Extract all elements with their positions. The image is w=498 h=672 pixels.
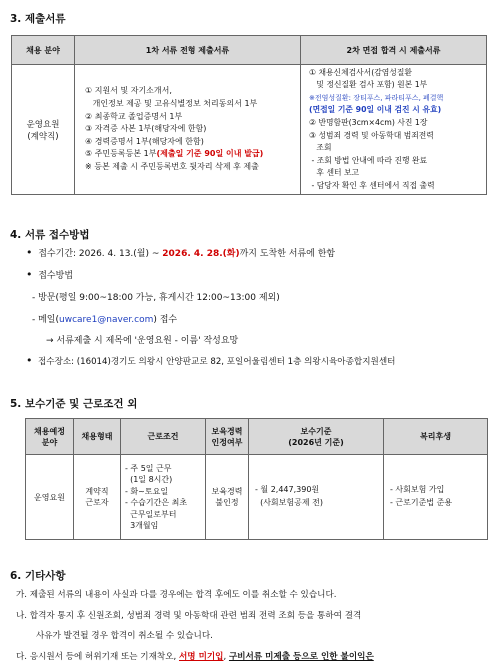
condition-cell <box>121 455 206 540</box>
header-field <box>26 419 74 455</box>
field-cell: 운영요원 <box>26 455 74 540</box>
doc1-item: ① 지원서 및 자기소개서, <box>85 86 172 96</box>
condition-line: - 수습기간은 최초 <box>125 498 188 507</box>
section-3-title: 3. 제출서류 <box>10 13 66 25</box>
doc1-item: 개인정보 제공 및 고유식별정보 처리동의서 1부 <box>85 99 258 109</box>
header-first-docs: 1차 서류 전형 제출서류 <box>75 36 301 65</box>
type-cell <box>74 455 121 540</box>
mail-note: → 서류제출 시 제목에 '운영요원 - 이름' 작성요망 <box>46 336 239 346</box>
pay-cell <box>249 455 384 540</box>
career-line: 불인정 <box>215 498 239 507</box>
note-ga: 가. 제출된 서류의 내용이 사실과 다를 경우에는 합격 후에도 이를 취소할 수 있습니다. <box>16 590 337 600</box>
doc2-item: 조회 <box>309 143 332 153</box>
period-label: 접수기간: 2026. 4. 13.(월) ~ <box>38 249 163 259</box>
doc2-item: - 조회 방법 안내에 따라 진행 완료 <box>309 155 428 165</box>
doc1-text: ⑤ 주민등록등본 1부 <box>85 149 157 159</box>
doc1-item <box>85 148 300 161</box>
header-pay-line: 보수기준 <box>300 426 332 436</box>
welfare-line: - 사회보험 가입 <box>390 485 445 495</box>
field-type: (계약직) <box>27 131 59 142</box>
header-field: 채용 분야 <box>12 36 75 65</box>
header-field-line: 채용예정 <box>34 426 65 436</box>
career-cell <box>206 455 249 540</box>
note-na-cont: 사유가 발견될 경우 합격이 취소될 수 있습니다. <box>36 631 213 641</box>
bullet: • <box>26 246 33 259</box>
doc2-item: ③ 성범죄 경력 및 아동학대 범죄전력 <box>309 130 434 140</box>
pay-line: - 월 2,447,390원 <box>255 485 320 495</box>
mail-line <box>32 312 177 325</box>
header-field-line: 분야 <box>41 437 58 447</box>
period-deadline: 2026. 4. 28.(화) <box>162 249 240 259</box>
documents-table <box>11 35 487 195</box>
doc2-item: 및 정신질환 검사 포함) 원본 1부 <box>309 80 428 90</box>
doc2-item: ※전염성질환: 장티푸스, 파라티푸스, 폐결핵 <box>309 93 444 102</box>
header-pay <box>249 419 384 455</box>
note-da <box>16 650 374 662</box>
doc1-item: ※ 등본 제출 시 주민등록번호 뒷자리 삭제 후 제출 <box>85 161 259 171</box>
header-condition: 근로조건 <box>121 419 206 455</box>
note-na: 나. 합격자 통지 후 신원조회, 성범죄 경력 및 아동학대 관련 범죄 전력 조회 등을 통하여 결격 <box>16 611 362 621</box>
doc2-item: ② 반명함판(3cm×4cm) 사진 1장 <box>309 117 428 127</box>
header-career-line: 인정여부 <box>211 437 243 447</box>
first-docs-cell <box>75 65 301 195</box>
mail-address[interactable]: uwcare1@naver.com <box>59 315 154 325</box>
bullet: • <box>26 354 33 367</box>
type-line: 계약직 <box>85 487 109 496</box>
section-5-title: 5. 보수기준 및 근로조건 외 <box>10 398 138 410</box>
header-second-docs: 2차 면접 합격 시 제출서류 <box>301 36 487 65</box>
field-name: 운영요원 <box>26 119 60 130</box>
condition-line: (1일 8시간) <box>125 475 173 484</box>
field-cell <box>12 65 75 195</box>
doc2-item: 후 센터 보고 <box>309 168 360 178</box>
condition-line: 근무일로부터 <box>125 509 177 519</box>
method-label: 접수방법 <box>38 271 74 281</box>
doc1-item: ④ 경력증명서 1부(해당자에 한함) <box>85 136 204 146</box>
welfare-cell <box>384 455 488 540</box>
doc2-item: (면접일 기준 90일 이내 검진 시 유효) <box>309 105 442 115</box>
doc1-highlight: (제출일 기준 90일 이내 발급) <box>156 149 264 159</box>
type-line: 근로자 <box>85 498 109 507</box>
period-suffix: 까지 도착한 서류에 한함 <box>239 249 336 259</box>
condition-line: - 주 5일 근무 <box>125 463 172 473</box>
period-line <box>26 246 335 259</box>
condition-line: - 화~토요일 <box>125 486 169 496</box>
note-da-text: 다. 응시원서 등에 허위기재 또는 기재착오, <box>16 652 179 662</box>
doc2-item: ① 채용신체검사서(감염성질환 <box>309 67 412 77</box>
doc1-item: ③ 자격증 사본 1부(해당자에 한함) <box>85 124 207 134</box>
pay-line: (사회보험공제 전) <box>255 498 323 507</box>
mail-prefix: - 메일( <box>32 315 60 325</box>
note-da-highlight: 서명 미기입 <box>178 652 224 662</box>
header-career <box>206 419 249 455</box>
doc1-item: ② 최종학교 졸업증명서 1부 <box>85 111 183 121</box>
header-career-line: 보육경력 <box>211 426 243 436</box>
header-type: 채용형태 <box>74 419 121 455</box>
pay-table <box>25 418 488 540</box>
header-pay-line: (2026년 기준) <box>288 437 344 447</box>
note-da-sep: , <box>223 652 229 662</box>
section-4-title: 4. 서류 접수방법 <box>10 229 90 241</box>
bullet: • <box>26 268 33 281</box>
doc2-item: - 담당자 확인 후 센터에서 직접 출력 <box>309 180 435 190</box>
place-text: 접수장소: (16014)경기도 의왕시 안양판교로 82, 포일어울림센터 1층 의왕시육아종합지원센터 <box>37 357 396 367</box>
place-line <box>26 354 395 367</box>
second-docs-cell <box>301 65 487 195</box>
section-6-title: 6. 기타사항 <box>10 570 66 582</box>
method-line <box>26 268 73 281</box>
welfare-line: - 근로기준법 준용 <box>390 498 453 507</box>
note-da-emphasis: 구비서류 미제출 등으로 인한 불이익은 <box>228 652 374 662</box>
visit-line: - 방문(평일 9:00~18:00 가능, 휴게시간 12:00~13:00 제외) <box>32 293 280 303</box>
career-line: 보육경력 <box>211 487 243 496</box>
mail-suffix: ) 접수 <box>153 315 178 325</box>
condition-line: 3개월임 <box>125 521 159 530</box>
header-welfare: 복리후생 <box>384 419 488 455</box>
